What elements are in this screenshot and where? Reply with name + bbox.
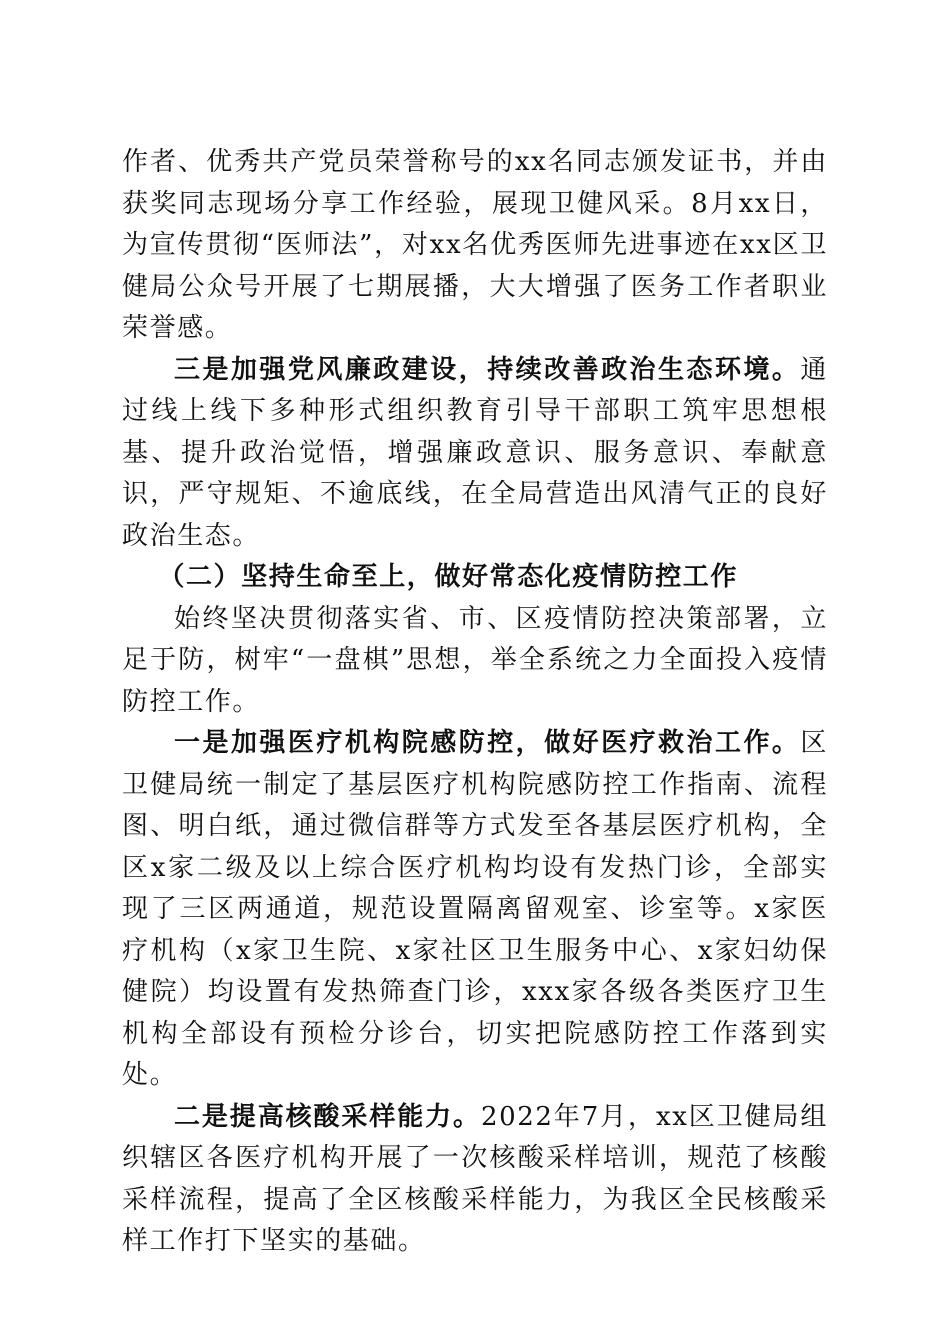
- paragraph-point-one: [122, 723, 828, 1097]
- paragraph-point-three: [122, 350, 828, 558]
- paragraph-lead: 二是提高核酸采样能力。: [174, 1101, 481, 1132]
- paragraph-text: 区卫健局统一制定了基层医疗机构院感防控工作指南、流程图、明白纸，通过微信群等方式发至各基层医疗机构，全区x家二级及以上综合医疗机构均设有发热门诊，全部实现了三区两通道，规范设置隔离留观室、诊室等。x家医疗机构（x家卫生院、x家社区卫生服务中心、x家妇幼保健院）均设置有发热筛查门诊，xxx家各级各类医疗卫生机构全部设有预检分诊台，切实把院感防控工作落到实处。: [122, 728, 828, 1090]
- paragraph-intro: [122, 599, 828, 724]
- paragraph-lead: 一是加强医疗机构院感防控，做好医疗救治工作。: [174, 728, 801, 758]
- paragraph-text: 作者、优秀共产党员荣誉称号的xx名同志颁发证书，并由获奖同志现场分享工作经验，展现卫健风采。8月xx日，为宣传贯彻“医师法”，对xx名优秀医师先进事迹在xx区卫健局公众号开展了七期展播，大大增强了医务工作者职业荣誉感。: [122, 147, 828, 343]
- section-heading: （二）坚持生命至上，做好常态化疫情防控工作: [158, 562, 738, 592]
- document-page: [122, 142, 828, 1263]
- paragraph-point-two: [122, 1097, 828, 1263]
- paragraph-continuation: [122, 142, 828, 350]
- paragraph-lead: 三是加强党风廉政建设，持续改善政治生态环境。: [174, 354, 801, 385]
- paragraph-text: 2022年7月，xx区卫健局组织辖区各医疗机构开展了一次核酸采样培训，规范了核酸采样流程，提高了全区核酸采样能力，为我区全民核酸采样工作打下坚实的基础。: [122, 1101, 828, 1256]
- paragraph-text: 通过线上线下多种形式组织教育引导干部职工筑牢思想根基、提升政治觉悟，增强廉政意识、服务意识、奉献意识，严守规矩、不逾底线，在全局营造出风清气正的良好政治生态。: [122, 354, 828, 551]
- paragraph-text: 始终坚决贯彻落实省、市、区疫情防控决策部署，立足于防，树牢“一盘棋”思想，举全系统之力全面投入疫情防控工作。: [122, 603, 828, 717]
